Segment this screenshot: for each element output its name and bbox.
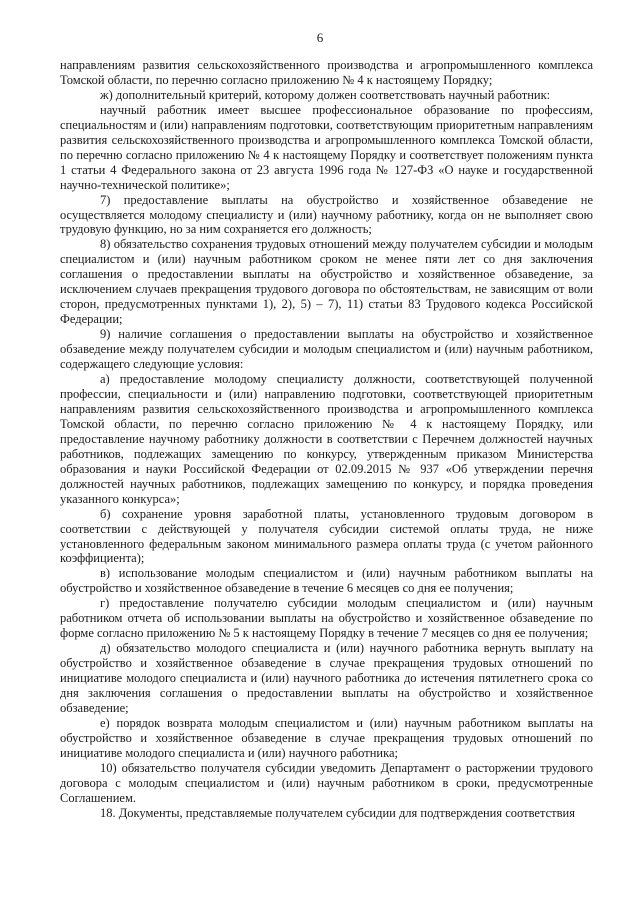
paragraph-criterion-zh: ж) дополнительный критерий, которому должен соответствовать научный работник:: [100, 87, 551, 102]
paragraph-item-9e: е) порядок возврата молодым специалистом и (или) научным работником выплаты на обустройство и хозяйственное обзаведение в случае прекращения трудовых отношений по инициативе молодого специалиста и (или) научного работника;: [60, 715, 593, 760]
paragraph-item-18: 18. Документы, представляемые получателем субсидии для подтверждения соответствия: [100, 805, 575, 820]
paragraph-item-8: 8) обязательство сохранения трудовых отношений между получателем субсидии и молодым специалистом и (или) научным работником сроком не менее пяти лет со дня заключения соглашения о предоставлении выплаты на обустройство и хозяйственное обзаведение, за исключением случаев прекращения трудового договора по обстоятельствам, не зависящим от воли сторон, предусмотренных пунктами 1), 2), 5) – 7), 11) статьи 83 Трудового кодекса Российской Федерации;: [60, 237, 593, 327]
paragraph-continuation: направлениям развития сельскохозяйственного производства и агропромышленного комплекса Томской области, по перечню согласно приложению № 4 к настоящему Порядку;: [60, 58, 593, 87]
paragraph-item-9b: б) сохранение уровня заработной платы, установленного трудовым договором в соответствии с действующей у получателя субсидии системой оплаты труда, не ниже установленного федеральным законом минимального размера оплаты труда (с учетом районного коэффициента);: [60, 506, 593, 566]
page-number: 6: [316, 30, 324, 45]
paragraph-item-9d: д) обязательство молодого специалиста и (или) научного работника вернуть выплату на обустройство и хозяйственное обзаведение в случае прекращения трудовых отношений по инициативе молодого специалиста и (или) научного работника до истечения пятилетнего срока со дня заключения соглашения о предоставлении выплаты на обустройство и хозяйственное обзаведение;: [60, 641, 593, 715]
paragraph-scientist-requirements: научный работник имеет высшее профессиональное образование по профессиям, специальностям и (или) направлениям подготовки, соответствующим приоритетным направлениям развития сельскохозяйственного производства и агропромышленного комплекса Томской области, по перечню согласно приложению № 4 к настоящему Порядку и соответствует положениям пункта 1 статьи 4 Федерального закона от 23 августа 1996 года № 127-ФЗ «О науке и государственной научно-технической политике»;: [60, 102, 593, 192]
paragraph-item-9a: а) предоставление молодому специалисту должности, соответствующей полученной профессии, специальности и (или) направлению подготовки, соответствующей приоритетным направлениям развития сельскохозяйственного производства и агропромышленного комплекса Томской области, по перечню согласно приложению № 4 к настоящему Порядку, или предоставление научному работнику должности в соответствии с Перечнем должностей научных работников, подлежащих замещению по конкурсу, утвержденным приказом Министерства образования и науки Российской Федерации от 02.09.2015 № 937 «Об утверждении перечня должностей научных работников, подлежащих замещению по конкурсу, и порядка проведения указанного конкурса»;: [60, 372, 593, 506]
paragraph-item-9g: г) предоставление получателю субсидии молодым специалистом и (или) научным работником отчета об использовании выплаты на обустройство и хозяйственное обзаведение по форме согласно приложению № 5 к настоящему Порядку в течение 7 месяцев со дня ее получения;: [60, 596, 593, 641]
paragraph-item-10: 10) обязательство получателя субсидии уведомить Департамент о расторжении трудового договора с молодым специалистом и (или) научным работником в сроки, предусмотренные Соглашением.: [60, 760, 593, 805]
paragraph-item-9: 9) наличие соглашения о предоставлении выплаты на обустройство и хозяйственное обзаведение между получателем субсидии и молодым специалистом и (или) научным работником, содержащего следующие условия:: [60, 327, 593, 372]
document-body: [60, 58, 593, 821]
paragraph-item-9v: в) использование молодым специалистом и (или) научным работником выплаты на обустройство и хозяйственное обзаведение в течение 6 месяцев со дня ее получения;: [60, 566, 593, 596]
paragraph-item-7: 7) предоставление выплаты на обустройство и хозяйственное обзаведение не осуществляется молодому специалисту и (или) научному работнику, когда он не выполняет свою трудовую функцию, но за ним сохраняется его должность;: [60, 192, 593, 237]
